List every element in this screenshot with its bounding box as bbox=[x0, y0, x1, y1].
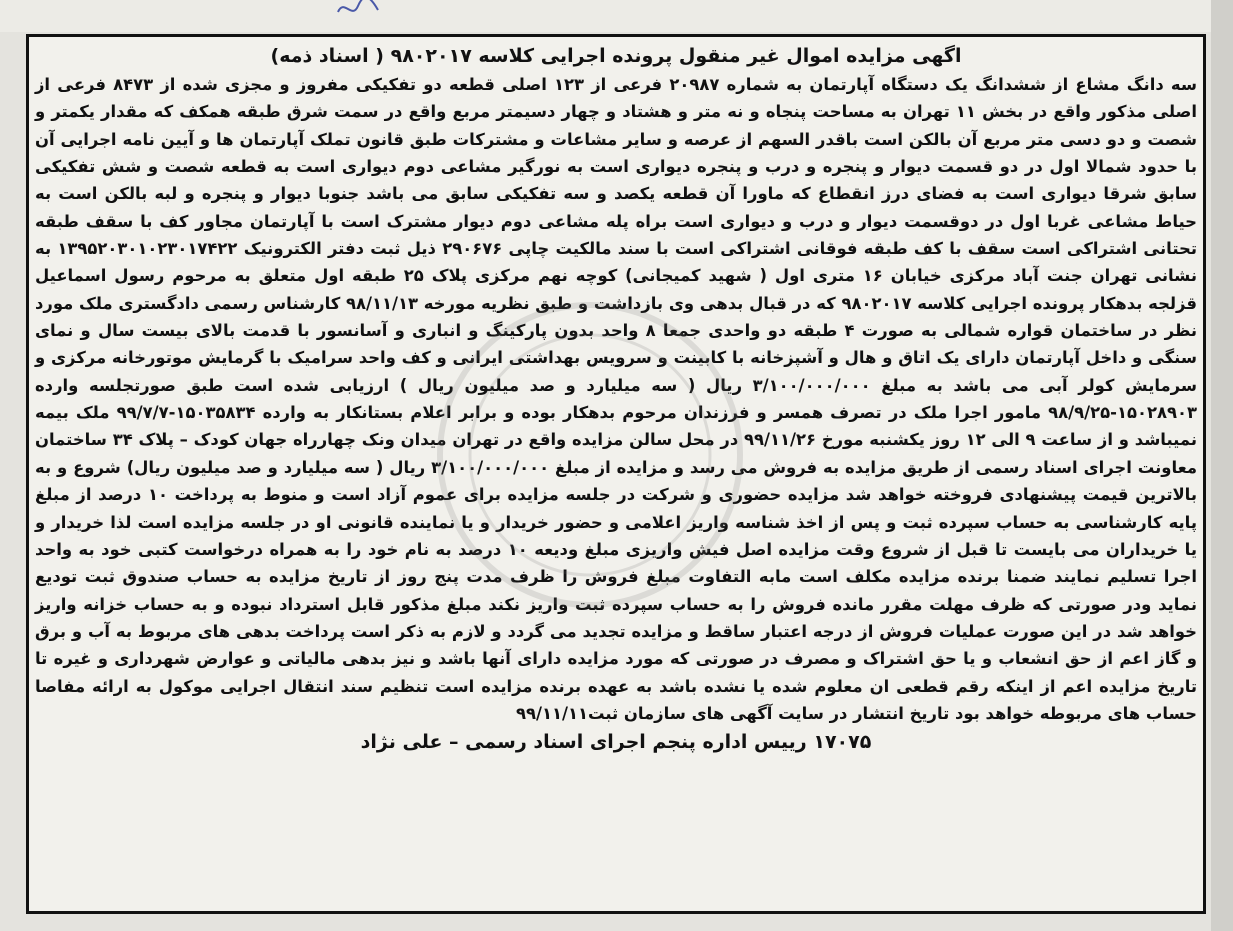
notice-title: اگهی مزایده اموال غیر منقول پرونده اجرایی کلاسه ۹۸۰۲۰۱۷ ( اسناد ذمه) bbox=[270, 45, 962, 67]
notice-body: سه دانگ مشاع از ششدانگ یک دستگاه آپارتمان به شماره ۲۰۹۸۷ فرعی از ۱۲۳ اصلی قطعه دو تفکیکی مفروز و مجزی شده از ۸۴۷۳ فرعی از اصلی مذکور واقع در بخش ۱۱ تهران به مساحت پنجاه و نه متر و هشتاد و چهار دسیمتر مربع واقع در سمت شرق طبقه همکف که مقدار یکمتر و شصت و دو دسی متر مربع آن بالکن است باقدر السهم از عرصه و سایر مشاعات و مشترکات طبق قانون تملک آپارتمان ها و آیین نامه اجرایی آن با حدود شمالا اول در دو قسمت دیوار و پنجره و درب و پنجره دیواری است به نورگیر مشاعی دوم دیواری است به قطعه شصت و شش تفکیکی سابق شرقا دیواری است به فضای درز انقطاع که ماورا آن قطعه یکصد و سه تفکیکی سابق می باشد جنوبا دیوار و پنجره و لبه بالکن است به حیاط مشاعی غربا اول در دوقسمت دیوار و درب و دیواری است براه پله مشاعی دوم دیوار مشترک است با آپارتمان مجاور کف با سقف طبقه تحتانی اشتراکی است سقف با کف طبقه فوقانی اشتراکی است با سند مالکیت چاپی ۲۹۰۶۷۶ ذیل ثبت دفتر الکترونیک ۱۳۹۵۲۰۳۰۱۰۲۳۰۱۷۴۲۲ به نشانی تهران جنت آباد مرکزی خیابان ۱۶ متری اول ( شهید کمیجانی) کوچه نهم مرکزی پلاک ۲۵ طبقه اول متعلق به مرحوم رسول اسماعیل قزلجه بدهکار پرونده اجرایی کلاسه ۹۸۰۲۰۱۷ که در قبال بدهی وی بازداشت و طبق نظریه مورخه ۹۸/۱۱/۱۳ کارشناس رسمی دادگستری ملک مورد نظر در ساختمان قواره شمالی به صورت ۴ طبقه دو واحدی جمعا ۸ واحد بدون پارکینگ و انباری و آسانسور با قدمت بالای بیست سال و نمای سنگی و داخل آپارتمان دارای یک اتاق و هال و آشپزخانه با کابینت و سرویس بهداشتی ایرانی و کف واحد سرامیک با گرمایش موتورخانه مرکزی و سرمایش کولر آبی می باشد به مبلغ ۳/۱۰۰/۰۰۰/۰۰۰ ریال ( سه میلیارد و صد میلیون ریال ) ارزیابی شده است طبق صورتجلسه وارده ۱۵۰۲۸۹۰۳-۹۸/۹/۲۵ مامور اجرا ملک در تصرف همسر و فرزندان مرحوم بدهکار بوده و برابر اعلام بستانکار به وارده ۱۵۰۳۵۸۳۴-۹۹/۷/۷ ملک بیمه نمیباشد و از ساعت ۹ الی ۱۲ روز یکشنبه مورخ ۹۹/۱۱/۲۶ در محل سالن مزایده واقع در تهران میدان ونک چهارراه جهان کودک – پلاک ۳۴ ساختمان معاونت اجرای اسناد رسمی از طریق مزایده به فروش می رسد و مزایده از مبلغ ۳/۱۰۰/۰۰۰/۰۰۰ ریال ( سه میلیارد و صد میلیون ریال) شروع و به بالاترین قیمت پیشنهادی فروخته خواهد شد مزایده حضوری و شرکت در جلسه مزایده برای عموم آزاد است و منوط به پرداخت ۱۰ درصد از مبلغ پایه کارشناسی به حساب سپرده ثبت و پس از اخذ شناسه واریز اعلامی و حضور خریدار و یا نماینده قانونی او در جلسه مزایده است لذا خریدار و یا خریداران می بایست تا قبل از شروع وقت مزایده اصل فیش واریزی مبلغ ودیعه ۱۰ درصد به نام خود را به همراه درخواست کتبی خود به واحد اجرا تسلیم نمایند ضمنا برنده مزایده مکلف است مابه التفاوت مبلغ فروش را ظرف مدت پنج روز از تاریخ مزایده به حساب صندوق ثبت تودیع نماید ودر صورتی که ظرف مهلت مقرر مانده فروش را به حساب سپرده ثبت واریز نکند مبلغ مذکور قابل استرداد نبوده و به حساب خزانه واریز خواهد شد در این صورت عملیات فروش از درجه اعتبار ساقط و مزایده تجدید می گردد و لازم به ذکر است پرداخت بدهی های مربوط به آب و برق و گاز اعم از حق انشعاب و یا حق اشتراک و مصرف در صورتی که مورد مزایده دارای آنها باشد و نیز بدهی مالیاتی و عوارض شهرداری و غیره تا تاریخ مزایده اعم از اینکه رقم قطعی ان معلوم شده یا نشده باشد به عهده برنده مزایده است تنظیم سند انتقال اجرایی موکول به ارائه مفاصا حساب های مربوطه خواهد بود تاریخ انتشار در سایت آگهی های سازمان ثبت۹۹/۱۱/۱۱ bbox=[35, 75, 1198, 723]
auction-notice bbox=[26, 34, 1206, 914]
notice-signature: ۱۷۰۷۵ رییس اداره پنجم اجرای اسناد رسمی – علی نژاد bbox=[360, 731, 872, 754]
right-margin-strip bbox=[1211, 0, 1233, 931]
handwritten-mark bbox=[334, 0, 384, 24]
top-margin-strip bbox=[0, 0, 1233, 32]
